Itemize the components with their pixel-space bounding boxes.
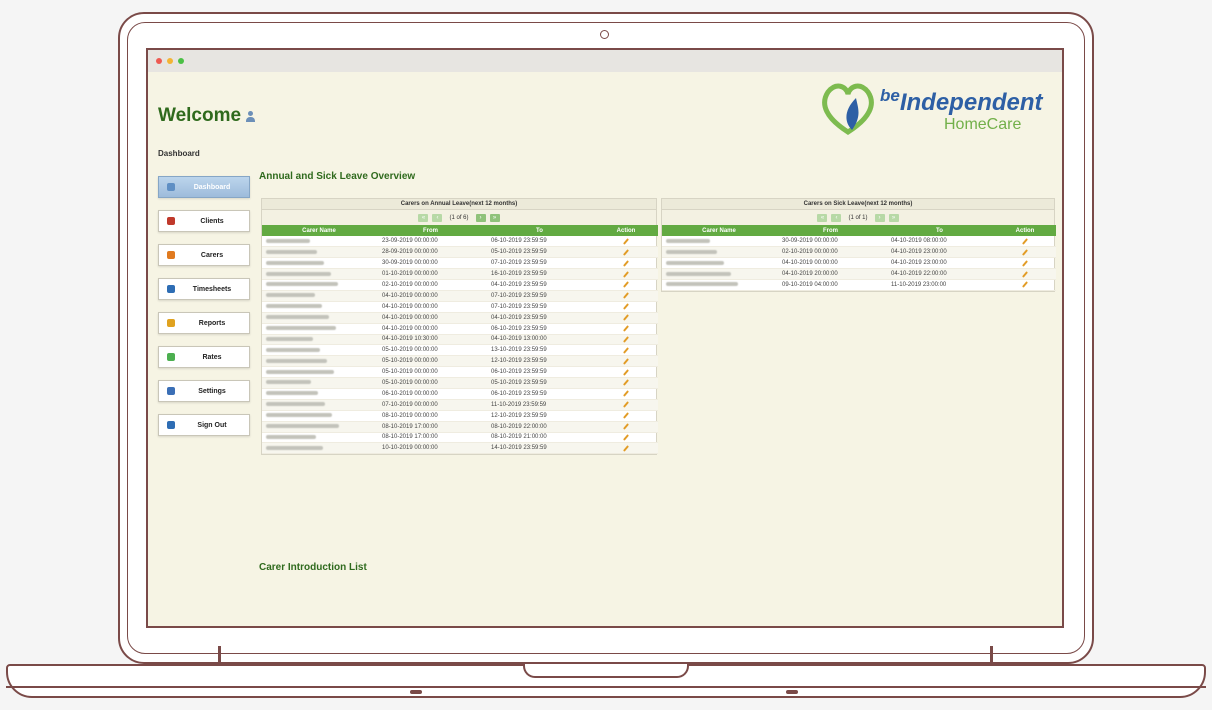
table-row — [662, 258, 1056, 269]
action-cell — [594, 388, 658, 399]
sidebar-item-label: Carers — [200, 251, 224, 259]
carer-intro-title: Carer Introduction List — [259, 562, 367, 573]
from-date-cell: 05-10-2019 00:00:00 — [376, 378, 485, 389]
carer-name-cell — [262, 432, 376, 443]
table-row — [262, 432, 658, 443]
table-row — [262, 301, 658, 312]
to-date-cell: 11-10-2019 23:59:59 — [485, 399, 594, 410]
prev-page-button[interactable]: ‹ — [432, 214, 442, 222]
to-date-cell: 06-10-2019 23:59:59 — [485, 323, 594, 334]
action-cell — [994, 247, 1056, 258]
redacted-name — [266, 391, 318, 395]
redacted-name — [266, 337, 313, 341]
laptop-notch — [523, 664, 689, 678]
redacted-name — [266, 282, 338, 286]
hinge-right — [990, 646, 993, 664]
redacted-name — [666, 261, 724, 265]
annual-leave-table — [262, 225, 658, 454]
carer-name-cell — [262, 258, 376, 269]
sick-leave-heading: Carers on Sick Leave(next 12 months) — [662, 199, 1054, 210]
carer-name-cell — [262, 280, 376, 291]
sidebar-nav — [158, 176, 250, 448]
from-date-cell: 04-10-2019 00:00:00 — [376, 312, 485, 323]
table-row — [262, 399, 658, 410]
carer-name-cell — [262, 345, 376, 356]
action-cell — [594, 356, 658, 367]
edit-pencil-icon[interactable] — [623, 423, 629, 430]
table-row — [262, 356, 658, 367]
annual-leave-panel — [261, 198, 657, 455]
table-row — [662, 236, 1056, 247]
carers-icon — [167, 251, 175, 259]
to-date-cell: 06-10-2019 23:59:59 — [485, 367, 594, 378]
logo-subtitle: HomeCare — [944, 116, 1022, 133]
action-cell — [994, 236, 1056, 247]
sidebar-item-label: Reports — [198, 319, 226, 327]
edit-pencil-icon[interactable] — [623, 303, 629, 310]
redacted-name — [266, 272, 331, 276]
carer-name-cell — [262, 269, 376, 280]
carer-name-cell — [262, 399, 376, 410]
from-date-cell: 23-09-2019 00:00:00 — [376, 236, 485, 247]
column-header[interactable]: From — [376, 225, 485, 236]
table-header-row — [262, 225, 658, 236]
redacted-name — [266, 304, 322, 308]
carer-name-cell — [262, 388, 376, 399]
user-icon — [246, 111, 255, 122]
redacted-name — [266, 315, 329, 319]
window-titlebar — [148, 50, 1062, 72]
from-date-cell: 30-09-2019 00:00:00 — [376, 258, 485, 269]
sidebar-item-label: Dashboard — [193, 183, 231, 191]
action-cell — [594, 432, 658, 443]
edit-pencil-icon[interactable] — [623, 314, 629, 321]
action-cell — [594, 323, 658, 334]
column-header[interactable]: To — [485, 225, 594, 236]
redacted-name — [266, 402, 325, 406]
welcome-heading — [158, 105, 255, 127]
carer-name-cell — [262, 367, 376, 378]
to-date-cell: 12-10-2019 23:59:59 — [485, 410, 594, 421]
reports-icon — [167, 319, 175, 327]
laptop-foot — [786, 690, 798, 694]
redacted-name — [266, 261, 324, 265]
annual-leave-heading: Carers on Annual Leave(next 12 months) — [262, 199, 656, 210]
edit-pencil-icon[interactable] — [623, 369, 629, 376]
redacted-name — [266, 370, 334, 374]
sidebar-item-signout[interactable] — [158, 414, 250, 436]
sidebar-item-settings[interactable] — [158, 380, 250, 402]
rates-icon — [167, 353, 175, 361]
to-date-cell: 07-10-2019 23:59:59 — [485, 290, 594, 301]
sidebar-item-clients[interactable] — [158, 210, 250, 232]
from-date-cell: 04-10-2019 00:00:00 — [776, 258, 885, 269]
to-date-cell: 04-10-2019 23:59:59 — [485, 312, 594, 323]
first-page-button[interactable]: « — [817, 214, 827, 222]
from-date-cell: 09-10-2019 04:00:00 — [776, 280, 885, 291]
redacted-name — [666, 282, 738, 286]
action-cell — [994, 269, 1056, 280]
carer-name-cell — [262, 334, 376, 345]
settings-icon — [167, 387, 175, 395]
table-row — [262, 388, 658, 399]
to-date-cell: 16-10-2019 23:59:59 — [485, 269, 594, 280]
action-cell — [594, 301, 658, 312]
to-date-cell: 05-10-2019 23:59:59 — [485, 378, 594, 389]
dashboard-icon — [167, 183, 175, 191]
sick-leave-table — [662, 225, 1056, 291]
from-date-cell: 02-10-2019 00:00:00 — [376, 280, 485, 291]
from-date-cell: 04-10-2019 20:00:00 — [776, 269, 885, 280]
action-cell — [994, 258, 1056, 269]
edit-pencil-icon[interactable] — [623, 391, 629, 398]
table-row — [662, 280, 1056, 291]
timesheets-icon — [167, 285, 175, 293]
redacted-name — [666, 239, 710, 243]
signout-icon — [167, 421, 175, 429]
table-row — [262, 421, 658, 432]
redacted-name — [266, 359, 327, 363]
to-date-cell: 04-10-2019 13:00:00 — [485, 334, 594, 345]
sidebar-item-label: Timesheets — [192, 285, 232, 293]
column-header[interactable]: Action — [994, 225, 1056, 236]
edit-pencil-icon[interactable] — [623, 271, 629, 278]
table-row — [262, 367, 658, 378]
column-header[interactable]: To — [885, 225, 994, 236]
table-row — [262, 334, 658, 345]
edit-pencil-icon[interactable] — [623, 293, 629, 300]
prev-page-button[interactable]: ‹ — [831, 214, 841, 222]
edit-pencil-icon[interactable] — [623, 238, 629, 245]
to-date-cell: 08-10-2019 22:00:00 — [485, 421, 594, 432]
sick-pager — [662, 210, 1054, 225]
camera-icon — [600, 30, 609, 39]
carer-name-cell — [262, 290, 376, 301]
welcome-text: Welcome — [158, 105, 242, 126]
to-date-cell: 06-10-2019 23:59:59 — [485, 388, 594, 399]
redacted-name — [266, 435, 316, 439]
heart-logo-icon — [818, 80, 878, 138]
edit-pencil-icon[interactable] — [623, 249, 629, 256]
from-date-cell: 04-10-2019 10:30:00 — [376, 334, 485, 345]
app-screen — [146, 48, 1064, 628]
edit-pencil-icon[interactable] — [623, 445, 629, 452]
action-cell — [594, 269, 658, 280]
carer-name-cell — [262, 356, 376, 367]
from-date-cell: 28-09-2019 00:00:00 — [376, 247, 485, 258]
edit-pencil-icon[interactable] — [1022, 238, 1028, 245]
redacted-name — [666, 250, 717, 254]
from-date-cell: 10-10-2019 00:00:00 — [376, 443, 485, 454]
table-row — [662, 269, 1056, 280]
edit-pencil-icon[interactable] — [623, 434, 629, 441]
column-header[interactable]: Carer Name — [262, 225, 376, 236]
redacted-name — [266, 348, 320, 352]
maximize-window-button[interactable] — [178, 58, 184, 64]
next-page-button[interactable]: › — [875, 214, 885, 222]
action-cell — [594, 334, 658, 345]
carer-name-cell — [262, 443, 376, 454]
column-header[interactable]: Action — [594, 225, 658, 236]
from-date-cell: 05-10-2019 00:00:00 — [376, 345, 485, 356]
from-date-cell: 08-10-2019 17:00:00 — [376, 432, 485, 443]
edit-pencil-icon[interactable] — [1022, 249, 1028, 256]
redacted-name — [266, 326, 336, 330]
to-date-cell: 11-10-2019 23:00:00 — [885, 280, 994, 291]
sidebar-item-dashboard[interactable] — [158, 176, 250, 198]
page-indicator: (1 of 1) — [848, 214, 868, 221]
sidebar-item-carers[interactable] — [158, 244, 250, 266]
action-cell — [594, 421, 658, 432]
table-row — [262, 312, 658, 323]
edit-pencil-icon[interactable] — [623, 380, 629, 387]
edit-pencil-icon[interactable] — [1022, 271, 1028, 278]
table-row — [262, 290, 658, 301]
edit-pencil-icon[interactable] — [623, 358, 629, 365]
sick-leave-panel — [661, 198, 1055, 292]
action-cell — [594, 312, 658, 323]
sidebar-item-label: Rates — [202, 353, 222, 361]
redacted-name — [266, 250, 317, 254]
to-date-cell: 05-10-2019 23:59:59 — [485, 247, 594, 258]
edit-pencil-icon[interactable] — [623, 336, 629, 343]
breadcrumb: Dashboard — [158, 149, 200, 158]
from-date-cell: 05-10-2019 00:00:00 — [376, 356, 485, 367]
edit-pencil-icon[interactable] — [623, 260, 629, 267]
table-row — [262, 280, 658, 291]
redacted-name — [266, 293, 315, 297]
table-row — [262, 247, 658, 258]
action-cell — [594, 236, 658, 247]
carer-name-cell — [262, 301, 376, 312]
table-row — [262, 410, 658, 421]
table-header-row — [662, 225, 1056, 236]
table-row — [262, 236, 658, 247]
column-header[interactable]: From — [776, 225, 885, 236]
carer-name-cell — [662, 247, 776, 258]
from-date-cell: 01-10-2019 00:00:00 — [376, 269, 485, 280]
action-cell — [594, 247, 658, 258]
annual-pager — [262, 210, 656, 225]
edit-pencil-icon[interactable] — [623, 412, 629, 419]
clients-icon — [167, 217, 175, 225]
from-date-cell: 08-10-2019 17:00:00 — [376, 421, 485, 432]
last-page-button[interactable]: » — [490, 214, 500, 222]
laptop-foot — [410, 690, 422, 694]
last-page-button[interactable]: » — [889, 214, 899, 222]
sidebar-item-label: Settings — [198, 387, 226, 395]
to-date-cell: 07-10-2019 23:59:59 — [485, 301, 594, 312]
edit-pencil-icon[interactable] — [623, 282, 629, 289]
sidebar-item-rates[interactable] — [158, 346, 250, 368]
carer-name-cell — [662, 280, 776, 291]
table-row — [262, 345, 658, 356]
table-row — [262, 269, 658, 280]
to-date-cell: 04-10-2019 23:00:00 — [885, 247, 994, 258]
table-row — [262, 323, 658, 334]
first-page-button[interactable]: « — [418, 214, 428, 222]
redacted-name — [266, 413, 332, 417]
to-date-cell: 14-10-2019 23:59:59 — [485, 443, 594, 454]
redacted-name — [266, 424, 339, 428]
carer-name-cell — [662, 269, 776, 280]
to-date-cell: 04-10-2019 22:00:00 — [885, 269, 994, 280]
carer-name-cell — [262, 236, 376, 247]
table-row — [662, 247, 1056, 258]
from-date-cell: 04-10-2019 00:00:00 — [376, 290, 485, 301]
redacted-name — [266, 239, 310, 243]
carer-name-cell — [262, 312, 376, 323]
action-cell — [594, 258, 658, 269]
carer-name-cell — [662, 236, 776, 247]
action-cell — [594, 345, 658, 356]
to-date-cell: 04-10-2019 23:00:00 — [885, 258, 994, 269]
from-date-cell: 02-10-2019 00:00:00 — [776, 247, 885, 258]
action-cell — [594, 443, 658, 454]
hinge-left — [218, 646, 221, 664]
to-date-cell: 13-10-2019 23:59:59 — [485, 345, 594, 356]
action-cell — [594, 367, 658, 378]
to-date-cell: 06-10-2019 23:59:59 — [485, 236, 594, 247]
close-window-button[interactable] — [156, 58, 162, 64]
from-date-cell: 04-10-2019 00:00:00 — [376, 301, 485, 312]
to-date-cell: 04-10-2019 23:59:59 — [485, 280, 594, 291]
carer-name-cell — [662, 258, 776, 269]
to-date-cell: 08-10-2019 21:00:00 — [485, 432, 594, 443]
to-date-cell: 04-10-2019 08:00:00 — [885, 236, 994, 247]
carer-name-cell — [262, 410, 376, 421]
from-date-cell: 06-10-2019 00:00:00 — [376, 388, 485, 399]
action-cell — [594, 378, 658, 389]
laptop-base-edge — [6, 686, 1206, 688]
from-date-cell: 30-09-2019 00:00:00 — [776, 236, 885, 247]
logo-wordmark: $^{be}$Independent — [880, 86, 1043, 116]
sidebar-item-label: Clients — [200, 217, 224, 225]
edit-pencil-icon[interactable] — [623, 347, 629, 354]
edit-pencil-icon[interactable] — [1022, 260, 1028, 267]
sidebar-item-label: Sign Out — [197, 421, 227, 429]
redacted-name — [266, 446, 323, 450]
table-row — [262, 258, 658, 269]
to-date-cell: 07-10-2019 23:59:59 — [485, 258, 594, 269]
column-header[interactable]: Carer Name — [662, 225, 776, 236]
redacted-name — [666, 272, 731, 276]
next-page-button[interactable]: › — [476, 214, 486, 222]
edit-pencil-icon[interactable] — [623, 325, 629, 332]
edit-pencil-icon[interactable] — [1022, 282, 1028, 289]
action-cell — [594, 410, 658, 421]
carer-name-cell — [262, 421, 376, 432]
edit-pencil-icon[interactable] — [623, 401, 629, 408]
action-cell — [594, 399, 658, 410]
carer-name-cell — [262, 247, 376, 258]
carer-name-cell — [262, 378, 376, 389]
page-indicator: (1 of 6) — [449, 214, 469, 221]
to-date-cell: 12-10-2019 23:59:59 — [485, 356, 594, 367]
from-date-cell: 04-10-2019 00:00:00 — [376, 323, 485, 334]
carer-name-cell — [262, 323, 376, 334]
action-cell — [594, 290, 658, 301]
minimize-window-button[interactable] — [167, 58, 173, 64]
company-logo[interactable] — [818, 80, 1043, 140]
table-row — [262, 378, 658, 389]
from-date-cell: 05-10-2019 00:00:00 — [376, 367, 485, 378]
sidebar-item-timesheets[interactable] — [158, 278, 250, 300]
from-date-cell: 08-10-2019 00:00:00 — [376, 410, 485, 421]
action-cell — [594, 280, 658, 291]
redacted-name — [266, 380, 311, 384]
sidebar-item-reports[interactable] — [158, 312, 250, 334]
from-date-cell: 07-10-2019 00:00:00 — [376, 399, 485, 410]
table-row — [262, 443, 658, 454]
overview-title: Annual and Sick Leave Overview — [259, 171, 416, 182]
action-cell — [994, 280, 1056, 291]
